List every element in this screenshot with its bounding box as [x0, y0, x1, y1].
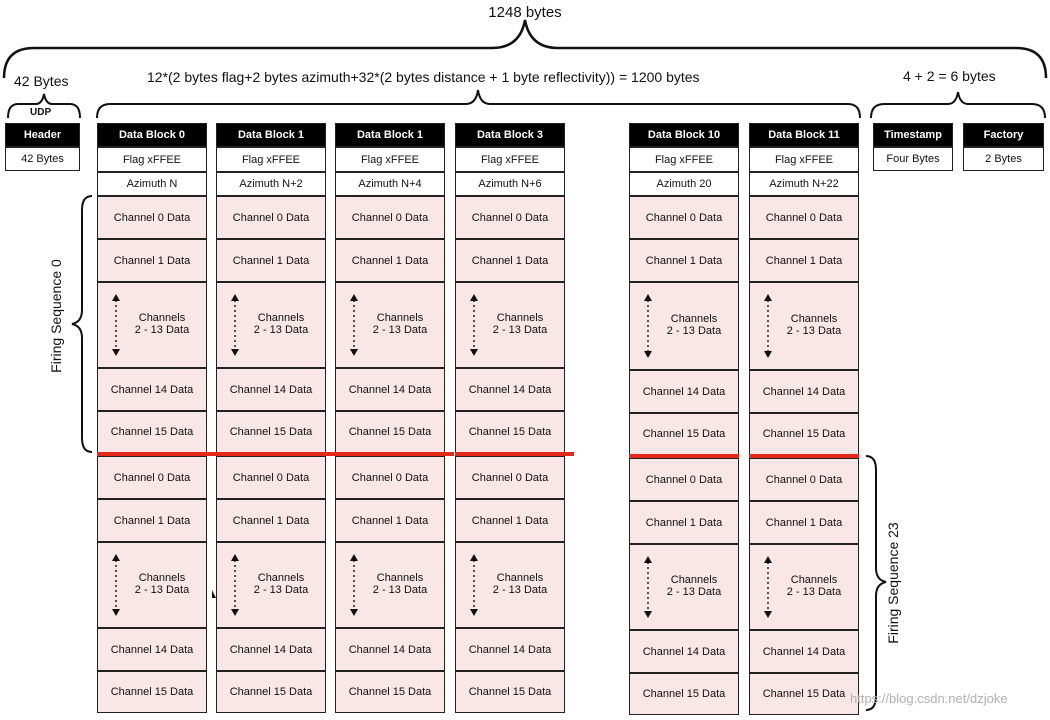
tail-formula: 4 + 2 = 6 bytes [903, 68, 996, 84]
channel-cell-ch14: Channel 14 Data [216, 628, 326, 671]
channel-cell-ch15: Channel 15 Data [335, 411, 445, 453]
channel-cell-ch14: Channel 14 Data [749, 630, 859, 673]
data-block-title: Data Block 3 [455, 123, 565, 147]
channels-label-line2: 2 - 13 Data [134, 324, 190, 336]
channel-cell-ch14: Channel 14 Data [97, 628, 207, 671]
double-arrow-icon [230, 554, 240, 616]
payload-formula: 12*(2 bytes flag+2 bytes azimuth+32*(2 bytes distance + 1 byte reflectivity)) = 1200 bytes [147, 69, 700, 85]
factory-value: 2 Bytes [963, 147, 1044, 171]
data-block-title: Data Block 10 [629, 123, 739, 147]
channel-cell-ch15: Channel 15 Data [97, 411, 207, 453]
udp-size-label: 42 Bytes [14, 73, 69, 89]
udp-label: UDP [30, 107, 52, 118]
channels-2-13-label [775, 574, 853, 598]
flag-cell: Flag xFFEE [455, 147, 565, 172]
firing-seq-0-brace [72, 196, 92, 452]
payload-brace [97, 90, 860, 118]
double-arrow-icon [111, 294, 121, 356]
azimuth-cell: Azimuth N [97, 172, 207, 196]
azimuth-cell: Azimuth N+6 [455, 172, 565, 196]
channel-cell-ch1: Channel 1 Data [216, 239, 326, 282]
channels-label-line2: 2 - 13 Data [372, 324, 428, 336]
flag-cell: Flag xFFEE [335, 147, 445, 172]
channel-cell-ch0: Channel 0 Data [216, 456, 326, 499]
azimuth-cell: Azimuth 20 [629, 172, 739, 196]
channel-cell-ch15: Channel 15 Data [629, 413, 739, 455]
channel-cell-ch0: Channel 0 Data [629, 196, 739, 239]
double-arrow-icon [349, 294, 359, 356]
channel-cell-ch15: Channel 15 Data [97, 671, 207, 713]
channel-cell-ch0: Channel 0 Data [216, 196, 326, 239]
double-arrow-icon [643, 294, 653, 358]
azimuth-cell: Azimuth N+2 [216, 172, 326, 196]
channels-2-13-label [655, 313, 733, 337]
timestamp-value: Four Bytes [873, 147, 953, 171]
double-arrow-icon [643, 556, 653, 618]
channel-cell-ch14: Channel 14 Data [629, 370, 739, 413]
channel-cell-ch14: Channel 14 Data [629, 630, 739, 673]
channels-label-line2: 2 - 13 Data [786, 325, 842, 337]
channels-2-13-label [123, 572, 201, 596]
channel-cell-ch1: Channel 1 Data [97, 239, 207, 282]
channel-cell-ch1: Channel 1 Data [455, 499, 565, 542]
double-arrow-icon [349, 554, 359, 616]
channels-label-line1: Channels [790, 574, 838, 586]
factory-title: Factory [963, 123, 1044, 147]
channel-cell-ch1: Channel 1 Data [97, 499, 207, 542]
channel-cell-ch0: Channel 0 Data [455, 196, 565, 239]
channel-cell-ch1: Channel 1 Data [216, 499, 326, 542]
channels-label-line1: Channels [670, 313, 718, 325]
channel-cell-ch1: Channel 1 Data [629, 239, 739, 282]
channel-cell-ch14: Channel 14 Data [335, 368, 445, 411]
data-block-title: Data Block 0 [97, 123, 207, 147]
channel-cell-ch0: Channel 0 Data [455, 456, 565, 499]
channels-label-line2: 2 - 13 Data [666, 586, 722, 598]
timestamp-title: Timestamp [873, 123, 953, 147]
header-title: Header [5, 123, 80, 147]
channels-2-13-label [242, 312, 320, 336]
channel-cell-ch15: Channel 15 Data [749, 413, 859, 455]
channels-label-line1: Channels [496, 572, 544, 584]
channel-cell-ch0: Channel 0 Data [335, 196, 445, 239]
channel-cell-ch15: Channel 15 Data [629, 673, 739, 715]
firing-sequence-0-label: Firing Sequence 0 [48, 259, 64, 373]
channels-label-line2: 2 - 13 Data [492, 324, 548, 336]
channels-2-13-label [481, 312, 559, 336]
channel-cell-ch14: Channel 14 Data [749, 370, 859, 413]
channel-cell-ch1: Channel 1 Data [749, 239, 859, 282]
header-value: 42 Bytes [5, 147, 80, 171]
channel-cell-ch1: Channel 1 Data [335, 239, 445, 282]
flag-cell: Flag xFFEE [216, 147, 326, 172]
channel-cell-ch1: Channel 1 Data [749, 501, 859, 544]
flag-cell: Flag xFFEE [629, 147, 739, 172]
channels-label-line1: Channels [790, 313, 838, 325]
channels-label-line1: Channels [138, 312, 186, 324]
channel-cell-ch0: Channel 0 Data [97, 196, 207, 239]
data-block-title: Data Block 1 [216, 123, 326, 147]
channels-2-13-label [775, 313, 853, 337]
double-arrow-icon [763, 556, 773, 618]
channel-cell-ch1: Channel 1 Data [455, 239, 565, 282]
channel-cell-ch14: Channel 14 Data [455, 368, 565, 411]
channels-label-line1: Channels [376, 312, 424, 324]
channels-2-13-label [242, 572, 320, 596]
channels-label-line1: Channels [496, 312, 544, 324]
channels-label-line1: Channels [138, 572, 186, 584]
channels-2-13-label [481, 572, 559, 596]
channels-label-line1: Channels [257, 572, 305, 584]
flag-cell: Flag xFFEE [97, 147, 207, 172]
channel-cell-ch14: Channel 14 Data [97, 368, 207, 411]
channels-label-line2: 2 - 13 Data [253, 584, 309, 596]
flag-cell: Flag xFFEE [749, 147, 859, 172]
channel-cell-ch14: Channel 14 Data [455, 628, 565, 671]
channels-label-line1: Channels [670, 574, 718, 586]
double-arrow-icon [230, 294, 240, 356]
channels-label-line1: Channels [376, 572, 424, 584]
total-size-label: 1248 bytes [488, 4, 562, 21]
channel-cell-ch15: Channel 15 Data [455, 411, 565, 453]
watermark: https://blog.csdn.net/dzjoke [850, 691, 1008, 706]
channels-label-line2: 2 - 13 Data [492, 584, 548, 596]
channel-cell-ch15: Channel 15 Data [749, 673, 859, 715]
channels-label-line2: 2 - 13 Data [134, 584, 190, 596]
double-arrow-icon [469, 554, 479, 616]
channels-label-line2: 2 - 13 Data [253, 324, 309, 336]
channel-cell-ch14: Channel 14 Data [216, 368, 326, 411]
channels-label-line2: 2 - 13 Data [786, 586, 842, 598]
channels-2-13-label [361, 312, 439, 336]
channel-cell-ch0: Channel 0 Data [749, 196, 859, 239]
channel-cell-ch15: Channel 15 Data [216, 411, 326, 453]
azimuth-cell: Azimuth N+22 [749, 172, 859, 196]
channels-label-line2: 2 - 13 Data [666, 325, 722, 337]
data-block-title: Data Block 1 [335, 123, 445, 147]
double-arrow-icon [111, 554, 121, 616]
channels-2-13-label [655, 574, 733, 598]
azimuth-cell: Azimuth N+4 [335, 172, 445, 196]
channel-cell-ch0: Channel 0 Data [749, 458, 859, 501]
channel-cell-ch15: Channel 15 Data [455, 671, 565, 713]
channel-cell-ch1: Channel 1 Data [629, 501, 739, 544]
channel-cell-ch0: Channel 0 Data [629, 458, 739, 501]
double-arrow-icon [469, 294, 479, 356]
data-block-title: Data Block 11 [749, 123, 859, 147]
channel-cell-ch14: Channel 14 Data [335, 628, 445, 671]
double-arrow-icon [763, 294, 773, 358]
firing-seq-23-brace [866, 456, 886, 710]
channel-cell-ch0: Channel 0 Data [97, 456, 207, 499]
channel-cell-ch15: Channel 15 Data [335, 671, 445, 713]
channel-cell-ch15: Channel 15 Data [216, 671, 326, 713]
channels-2-13-label [361, 572, 439, 596]
channels-label-line2: 2 - 13 Data [372, 584, 428, 596]
firing-sequence-23-label: Firing Sequence 23 [885, 522, 901, 644]
channel-cell-ch0: Channel 0 Data [335, 456, 445, 499]
channels-label-line1: Channels [257, 312, 305, 324]
channel-cell-ch1: Channel 1 Data [335, 499, 445, 542]
tail-brace [871, 92, 1045, 118]
channels-2-13-label [123, 312, 201, 336]
